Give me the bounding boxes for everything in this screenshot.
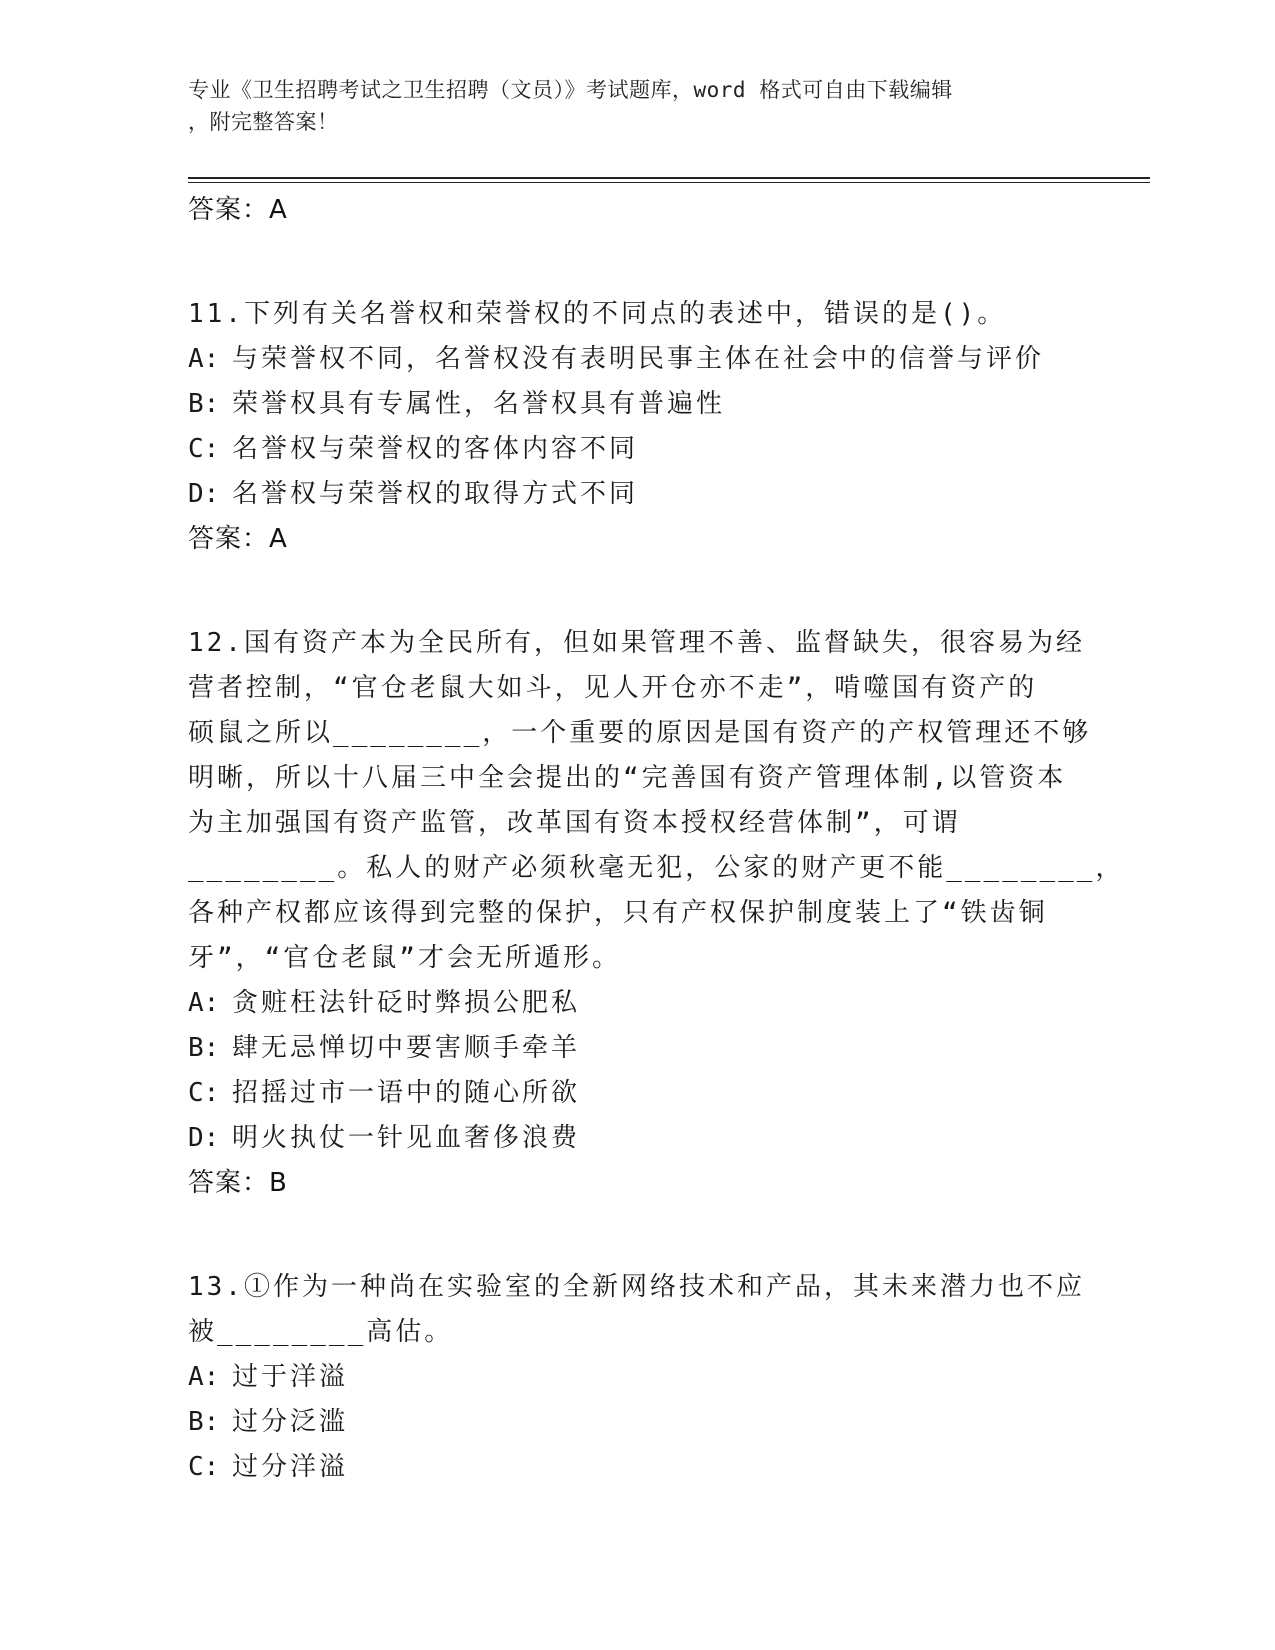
option-key: C: — [188, 434, 220, 464]
answer-option — [188, 382, 1088, 427]
answer-value: A — [269, 524, 288, 554]
answer-option — [188, 1026, 1088, 1071]
answer-option — [188, 981, 1088, 1026]
option-key: B: — [188, 1407, 220, 1437]
option-key: A: — [188, 344, 220, 374]
question-line: 明晰，所以十八届三中全会提出的“完善国有资产管理体制,以管资本 — [188, 763, 1067, 793]
header-rule-thick — [188, 177, 1150, 179]
option-text: 过分泛滥 — [232, 1407, 349, 1437]
header-line-2: ，附完整答案！ — [188, 110, 339, 134]
question-gap — [188, 1205, 1088, 1265]
answer-option — [188, 427, 1088, 472]
question-line: 11.下列有关名誉权和荣誉权的不同点的表述中，错误的是()。 — [188, 299, 1007, 329]
answer-option — [188, 1445, 1088, 1490]
option-key: B: — [188, 389, 220, 419]
question-line: 12.国有资产本为全民所有，但如果管理不善、监督缺失，很容易为经 — [188, 628, 1085, 658]
answer-value: B — [269, 1168, 288, 1198]
option-key: D: — [188, 1123, 220, 1153]
question-line: ________。私人的财产必须秋毫无犯，公家的财产更不能________， — [188, 853, 1125, 883]
question-gap — [188, 232, 1088, 292]
answer-label: 答案： — [188, 524, 270, 554]
option-text: 过分洋溢 — [232, 1452, 349, 1482]
answer-option — [188, 1355, 1088, 1400]
option-text: 名誉权与荣誉权的取得方式不同 — [232, 479, 639, 509]
answer-option — [188, 1400, 1088, 1445]
answer-label: 答案： — [188, 195, 270, 225]
option-text: 过于洋溢 — [232, 1362, 349, 1392]
option-text: 与荣誉权不同，名誉权没有表明民事主体在社会中的信誉与评价 — [232, 344, 1045, 374]
option-key: C: — [188, 1078, 220, 1108]
option-text: 荣誉权具有专属性，名誉权具有普遍性 — [232, 389, 726, 419]
option-key: A: — [188, 988, 220, 1018]
option-key: B: — [188, 1033, 220, 1063]
answer-option — [188, 472, 1088, 517]
option-text: 明火执仗一针见血奢侈浪费 — [232, 1123, 581, 1153]
option-text: 招摇过市一语中的随心所欲 — [232, 1078, 581, 1108]
header-line-1: 专业《卫生招聘考试之卫生招聘（文员）》考试题库，word 格式可自由下载编辑 — [188, 78, 953, 102]
question-gap — [188, 561, 1088, 621]
answer-line — [188, 188, 1088, 232]
option-text: 肆无忌惮切中要害顺手牵羊 — [232, 1033, 581, 1063]
question-line: 13.①作为一种尚在实验室的全新网络技术和产品，其未来潜力也不应 — [188, 1272, 1085, 1302]
question-stem — [188, 621, 1125, 981]
answer-line — [188, 517, 1088, 561]
question-line: 为主加强国有资产监管，改革国有资本授权经营体制”，可谓 — [188, 808, 961, 838]
question-list — [188, 188, 1125, 1490]
answer-option — [188, 1116, 1088, 1161]
header-rule-thin — [188, 182, 1150, 183]
option-text: 贪赃枉法针砭时弊损公肥私 — [232, 988, 581, 1018]
answer-line — [188, 1161, 1088, 1205]
question-line: 各种产权都应该得到完整的保护，只有产权保护制度装上了“铁齿铜 — [188, 898, 1048, 928]
answer-label: 答案： — [188, 1168, 270, 1198]
answer-value: A — [269, 195, 288, 225]
question-line: 硕鼠之所以________，一个重要的原因是国有资产的产权管理还不够 — [188, 718, 1092, 748]
question-stem — [188, 292, 1088, 337]
document-header — [188, 74, 1068, 138]
question-line: 被________高估。 — [188, 1317, 454, 1347]
option-key: C: — [188, 1452, 220, 1482]
option-text: 名誉权与荣誉权的客体内容不同 — [232, 434, 639, 464]
option-key: A: — [188, 1362, 220, 1392]
option-key: D: — [188, 479, 220, 509]
question-line: 营者控制，“官仓老鼠大如斗，见人开仓亦不走”，啃噬国有资产的 — [188, 673, 1038, 703]
answer-option — [188, 1071, 1088, 1116]
question-stem — [188, 1265, 1088, 1355]
question-line: 牙”，“官仓老鼠”才会无所遁形。 — [188, 943, 621, 973]
answer-option — [188, 337, 1088, 382]
